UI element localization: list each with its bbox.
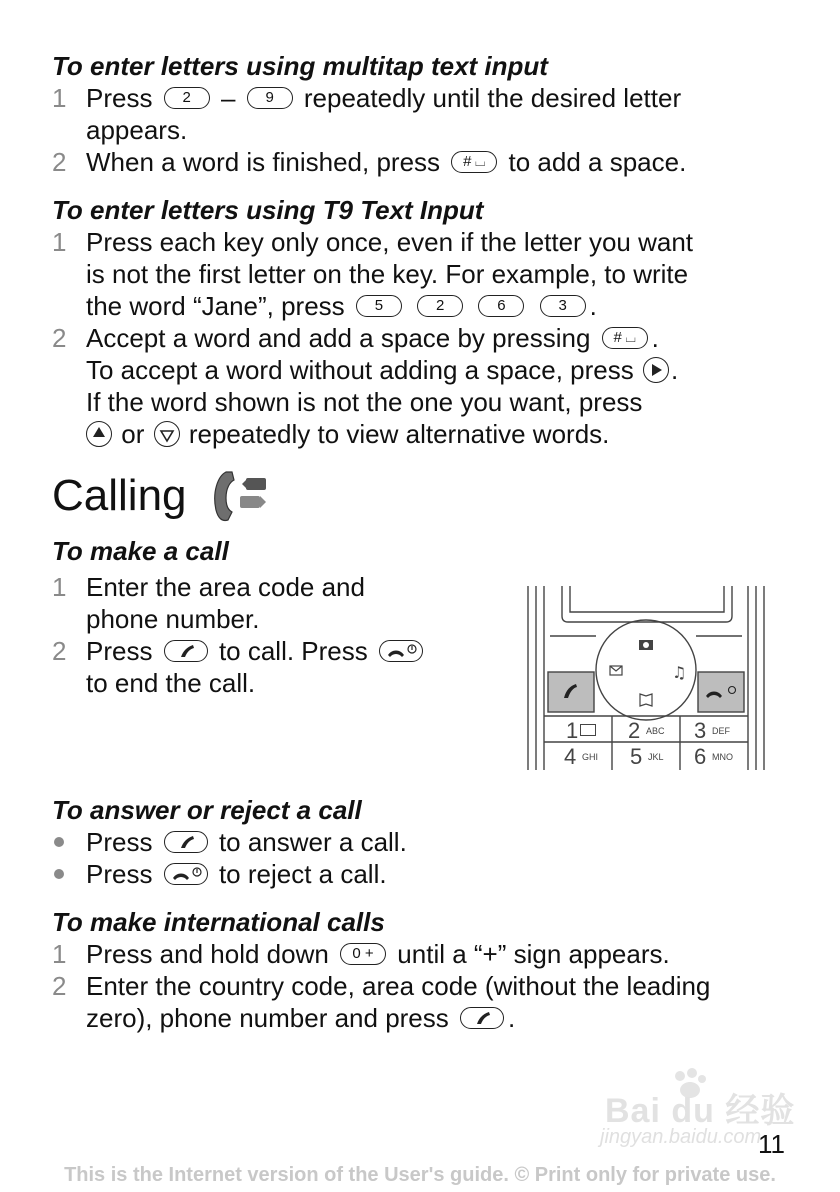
t9-step1-line3 — [86, 290, 597, 322]
footer-note: This is the Internet version of the User's guide. © Print only for private use. — [64, 1164, 776, 1186]
key-0-plus-icon: 0 + — [340, 943, 386, 965]
step-text: the word “Jane”, press — [86, 291, 345, 321]
keypad-key-6: 6 — [694, 744, 707, 769]
key-2-icon: 2 — [164, 87, 210, 109]
calling-title: Calling — [52, 471, 187, 520]
end-call-key-icon — [164, 863, 208, 885]
key-5-icon: 5 — [356, 295, 402, 317]
step-number: 1 — [52, 227, 67, 257]
t9-step1-line2: is not the first letter on the key. For example, to write — [86, 259, 689, 289]
step-text: to add a space. — [508, 147, 687, 177]
answer-bullet-2 — [86, 858, 387, 890]
international-step2-line1: Enter the country code, area code (without the leading — [86, 971, 711, 1001]
t9-step2-line3: If the word shown is not the one you want, press — [86, 387, 643, 417]
make-call-heading: To make a call — [52, 536, 229, 566]
t9-step2-line1 — [86, 322, 659, 354]
phone-keypad-illustration — [526, 586, 766, 770]
international-step1-line1 — [86, 938, 670, 970]
key-6-icon: 6 — [478, 295, 524, 317]
watermark-url: jingyan.baidu.com — [600, 1126, 762, 1148]
bullet-icon — [54, 837, 64, 847]
step-number: 1 — [52, 83, 67, 113]
international-heading: To make international calls — [52, 907, 385, 937]
step-number: 2 — [52, 147, 67, 177]
period-text: . — [671, 355, 679, 385]
multitap-heading: To enter letters using multitap text input — [52, 51, 548, 81]
navigate-down-icon — [154, 421, 180, 447]
t9-heading: To enter letters using T9 Text Input — [52, 195, 484, 225]
step-text: Press — [86, 827, 153, 857]
step-text: To accept a word without adding a space, press — [86, 355, 634, 385]
step-number: 2 — [52, 636, 67, 666]
step-text: Accept a word and add a space by pressing — [86, 323, 591, 353]
make-call-step1-line1: Enter the area code and — [86, 572, 365, 602]
bullet-icon — [54, 869, 64, 879]
answer-bullet-1 — [86, 826, 407, 858]
or-text: or — [121, 419, 145, 449]
step-text: to call. Press — [218, 636, 368, 666]
navigate-up-icon — [86, 421, 112, 447]
period-text: . — [508, 1003, 516, 1033]
keypad-letters-2: ABC — [646, 726, 665, 736]
multitap-step1-line2: appears. — [86, 115, 188, 145]
keypad-letters-4: GHI — [582, 752, 599, 762]
international-step2-line2 — [86, 1002, 515, 1034]
calling-phone-icon — [204, 466, 276, 528]
keypad-key-4: 4 — [564, 744, 577, 769]
step-text: Press — [86, 859, 153, 889]
make-call-step1-line2: phone number. — [86, 604, 260, 634]
make-call-step2-line2: to end the call. — [86, 668, 256, 698]
keypad-key-1: 1 — [566, 718, 579, 743]
keypad-letters-3: DEF — [712, 726, 730, 736]
key-2-icon: 2 — [417, 295, 463, 317]
step-text: repeatedly until the desired letter — [303, 83, 682, 113]
step-number: 1 — [52, 939, 67, 969]
watermark-brand: Bai du 经验 — [605, 1092, 796, 1130]
answer-reject-heading: To answer or reject a call — [52, 795, 362, 825]
keypad-letters-6: MNO — [712, 752, 733, 762]
end-call-key-icon — [379, 640, 423, 662]
page-number: 11 — [758, 1129, 785, 1159]
call-key-icon — [460, 1007, 504, 1029]
t9-step2-line2 — [86, 354, 678, 386]
step-text: Press and hold down — [86, 939, 329, 969]
keypad-key-3: 3 — [694, 718, 707, 743]
call-key-icon — [164, 831, 208, 853]
step-number: 2 — [52, 971, 67, 1001]
step-text: to reject a call. — [218, 859, 387, 889]
t9-step2-line4 — [86, 418, 609, 450]
hash-key-icon: # ⌴ — [602, 327, 648, 349]
voicemail-icon — [580, 724, 596, 736]
t9-step1-line1: Press each key only once, even if the letter you want — [86, 227, 694, 257]
navigate-right-icon — [643, 357, 669, 383]
multitap-step1-line1 — [86, 82, 681, 114]
multitap-step2-line1 — [86, 146, 686, 178]
keypad-key-5: 5 — [630, 744, 643, 769]
step-text: zero), phone number and press — [86, 1003, 449, 1033]
step-text: When a word is finished, press — [86, 147, 441, 177]
period-text: . — [651, 323, 659, 353]
step-text: repeatedly to view alternative words. — [188, 419, 610, 449]
dash-text: – — [220, 83, 236, 113]
make-call-step2-line1 — [86, 635, 427, 667]
keypad-key-2: 2 — [628, 718, 641, 743]
step-text: until a “+” sign appears. — [397, 939, 670, 969]
keypad-letters-5: JKL — [648, 752, 664, 762]
period-text: . — [589, 291, 597, 321]
key-3-icon: 3 — [540, 295, 586, 317]
hash-key-icon: # ⌴ — [451, 151, 497, 173]
call-key-icon — [164, 640, 208, 662]
step-text: Press — [86, 83, 153, 113]
step-number: 1 — [52, 572, 67, 602]
svg-text:♫: ♫ — [672, 663, 687, 682]
key-9-icon: 9 — [247, 87, 293, 109]
step-text: to answer a call. — [218, 827, 407, 857]
step-number: 2 — [52, 323, 67, 353]
step-text: Press — [86, 636, 153, 666]
